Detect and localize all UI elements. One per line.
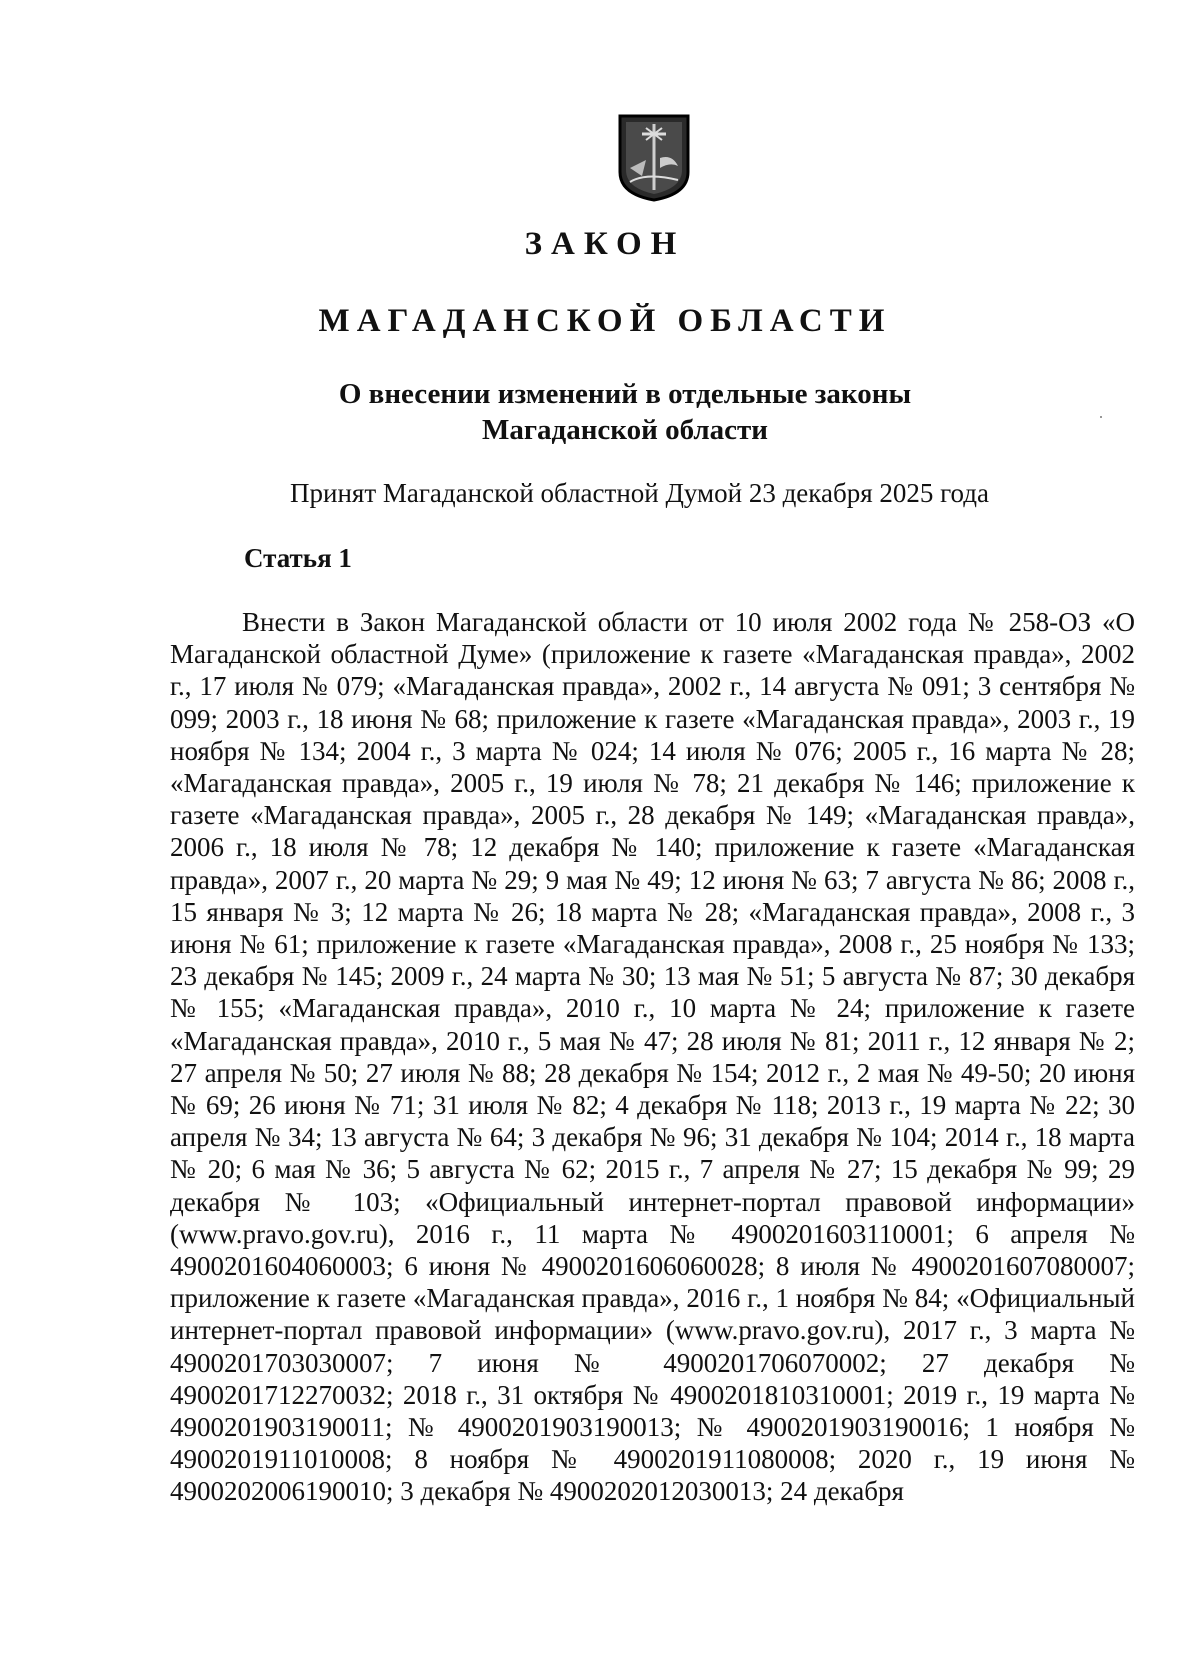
coat-of-arms-icon	[616, 110, 692, 202]
adoption-note: Принят Магаданской областной Думой 23 декабря 2025 года	[290, 478, 989, 508]
law-title: ЗАКОН	[524, 226, 686, 262]
region-title: МАГАДАНСКОЙ ОБЛАСТИ	[318, 303, 892, 339]
law-heading-line2: Магаданской области	[482, 414, 768, 446]
scan-speck	[1100, 416, 1102, 418]
article-title: Статья 1	[244, 543, 352, 573]
article-body: Внести в Закон Магаданской области от 10 июля 2002 года № 258-ОЗ «О Магаданской областной Думе» (приложение к газете «Магаданская правда», 2002 г., 17 июля № 079; «Магаданская правда», 2002 г., 14 августа № 091; 3 сентября № 099; 2003 г., 18 июня № 68; приложение к газете «Магаданская правда», 2003 г., 19 ноября № 134; 2004 г., 3 марта № 024; 14 июля № 076; 2005 г., 16 марта № 28; «Магаданская правда», 2005 г., 19 июля № 78; 21 декабря № 146; приложение к газете «Магаданская правда», 2005 г., 28 декабря № 149; «Магаданская правда», 2006 г., 18 июля № 78; 12 декабря № 140; приложение к газете «Магаданская правда», 2007 г., 20 марта № 29; 9 мая № 49; 12 июня № 63; 7 августа № 86; 2008 г., 15 января № 3; 12 марта № 26; 18 марта № 28; «Магаданская правда», 2008 г., 3 июня № 61; приложение к газете «Магаданская правда», 2008 г., 25 ноября № 133; 23 декабря № 145; 2009 г., 24 марта № 30; 13 мая № 51; 5 августа № 87; 30 декабря № 155; «Магаданская правда», 2010 г., 10 марта № 24; приложение к газете «Магаданская правда», 2010 г., 5 мая № 47; 28 июля № 81; 2011 г., 12 января № 2; 27 апреля № 50; 27 июля № 88; 28 декабря № 154; 2012 г., 2 мая № 49-50; 20 июня № 69; 26 июня № 71; 31 июля № 82; 4 декабря № 118; 2013 г., 19 марта № 22; 30 апреля № 34; 13 августа № 64; 3 декабря № 96; 31 декабря № 104; 2014 г., 18 марта № 20; 6 мая № 36; 5 августа № 62; 2015 г., 7 апреля № 27; 15 декабря № 99; 29 декабря № 103; «Официальный интернет-портал правовой информации» (www.pravo.gov.ru), 2016 г., 11 марта № 4900201603110001; 6 апреля № 4900201604060003; 6 июня № 4900201606060028; 8 июля № 4900201607080007; приложение к газете «Магаданская правда», 2016 г., 1 ноября № 84; «Официальный интернет-портал правовой информации» (www.pravo.gov.ru), 2017 г., 3 марта № 4900201703030007; 7 июня № 4900201706070002; 27 декабря № 4900201712270032; 2018 г., 31 октября № 4900201810310001; 2019 г., 19 марта № 4900201903190011; № 4900201903190013; № 4900201903190016; 1 ноября № 4900201911010008; 8 ноября № 4900201911080008; 2020 г., 19 июня № 4900202006190010; 3 декабря № 4900202012030013; 24 декабря	[170, 607, 1135, 1507]
law-heading	[0, 376, 1200, 448]
law-heading-line1: О внесении изменений в отдельные законы	[338, 378, 912, 410]
